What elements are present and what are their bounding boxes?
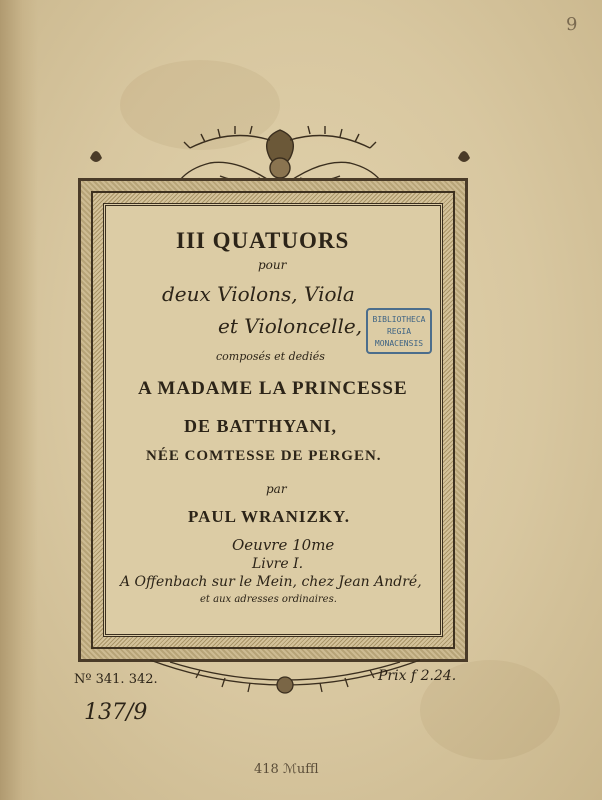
bottom-note: 418 ℳuffl <box>254 762 319 777</box>
shelfmark: 137/9 <box>84 700 148 725</box>
binding-shadow <box>0 0 38 800</box>
dedication-line3: NÉE COMTESSE DE PERGEN. <box>146 448 382 464</box>
title-heading: III QUATUORS <box>176 228 350 253</box>
price-label: Prix f 2.24. <box>378 668 457 684</box>
plate-number: Nº 341. 342. <box>74 672 158 687</box>
composer-name: PAUL WRANIZKY. <box>188 507 350 526</box>
addresses-line: et aux adresses ordinaires. <box>200 594 337 605</box>
dedication-line2: DE BATTHYANI, <box>184 416 338 436</box>
library-stamp: BIBLIOTHECA REGIA MONACENSIS <box>366 308 432 354</box>
title-instruments: deux Violons, Viola <box>162 282 355 306</box>
opus-number: Oeuvre 10me <box>232 536 335 554</box>
publisher-line: A Offenbach sur le Mein, chez Jean André, <box>120 574 422 590</box>
corner-page-number: 9 <box>566 14 578 35</box>
title-composes: composés et dediés <box>216 350 325 363</box>
title-pour: pour <box>258 258 287 272</box>
dedication-line1: A MADAME LA PRINCESSE <box>138 378 408 399</box>
livre-number: Livre I. <box>252 556 304 572</box>
par-label: par <box>266 482 287 496</box>
title-violoncelle: et Violoncelle, <box>218 314 363 338</box>
